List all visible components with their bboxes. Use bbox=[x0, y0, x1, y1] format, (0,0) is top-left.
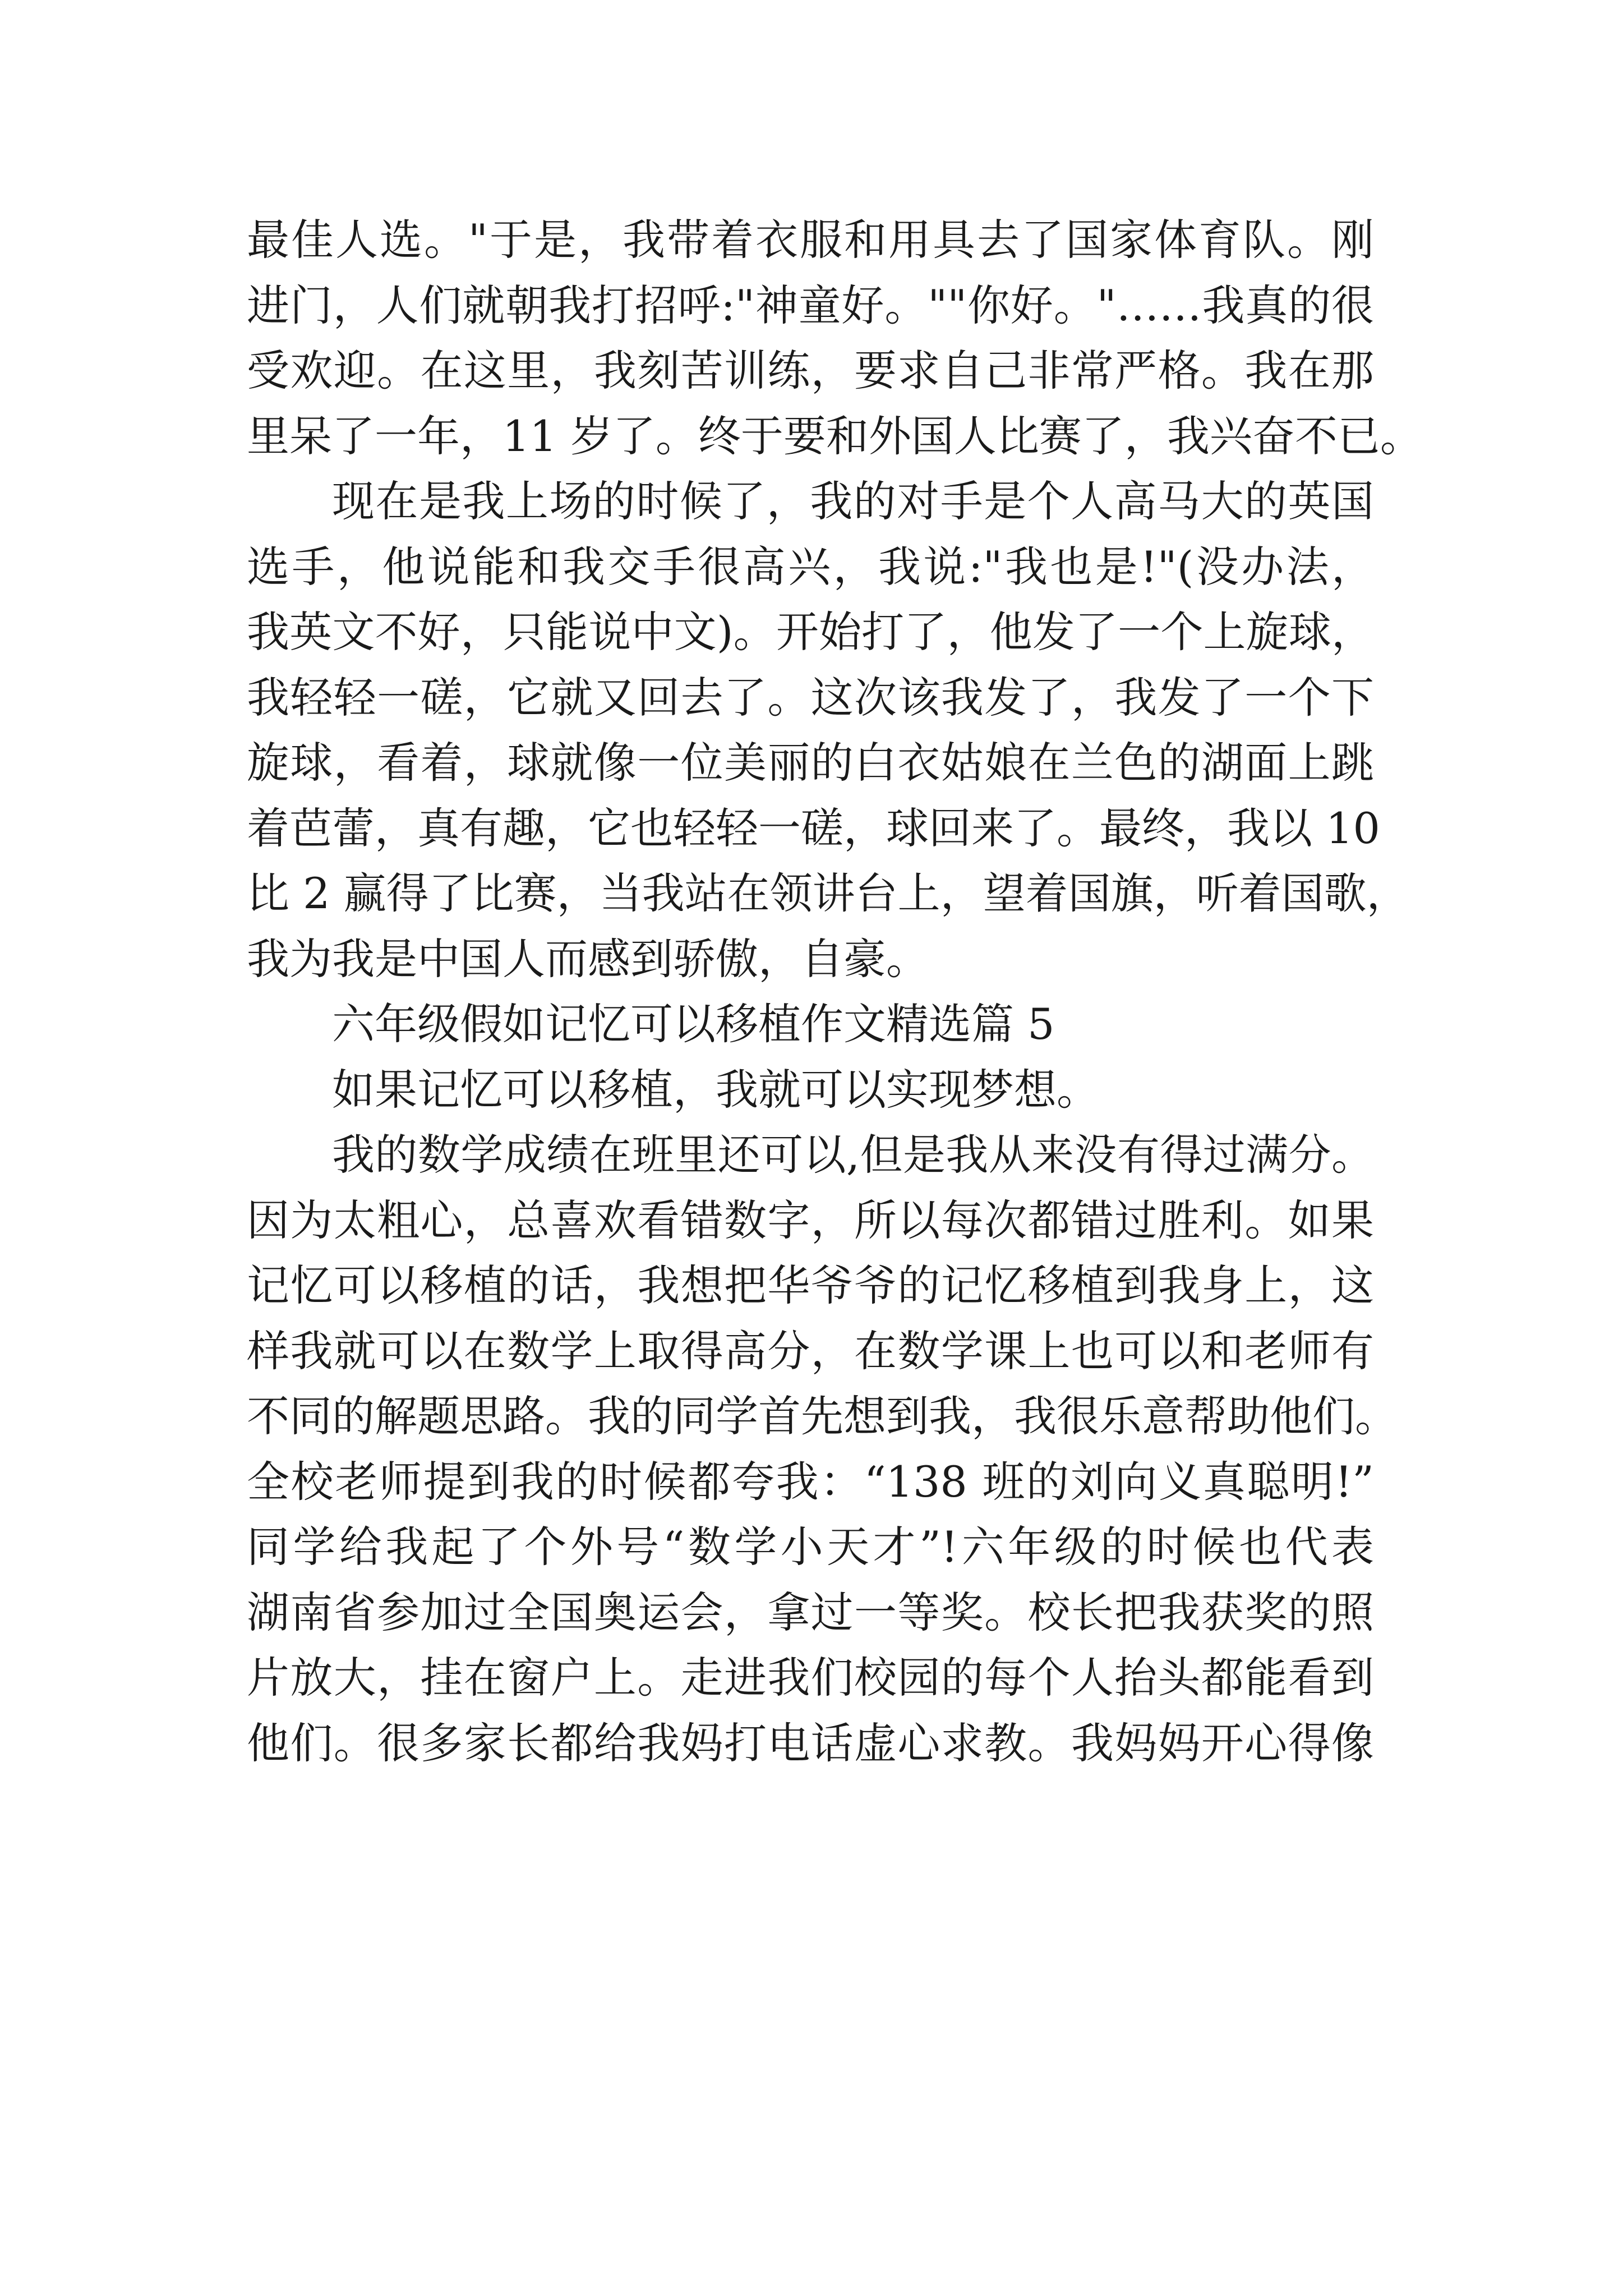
text-line: 湖南省参加过全国奥运会，拿过一等奖。校长把我获奖的照 bbox=[247, 1587, 1374, 1637]
text-line: 如果记忆可以移植，我就可以实现梦想。 bbox=[332, 1064, 1099, 1115]
text-line: 最佳人选。"于是，我带着衣服和用具去了国家体育队。刚 bbox=[247, 215, 1374, 265]
document-body bbox=[247, 208, 1423, 1776]
text-line: 旋球，看着，球就像一位美丽的白衣姑娘在兰色的湖面上跳 bbox=[247, 738, 1374, 788]
text-line: 着芭蕾，真有趣，它也轻轻一磋，球回来了。最终，我以 10 bbox=[247, 803, 1380, 853]
text-line: 全校老师提到我的时候都夸我：“138 班的刘向义真聪明!” bbox=[247, 1456, 1374, 1507]
text-line: 我的数学成绩在班里还可以,但是我从来没有得过满分。 bbox=[332, 1130, 1374, 1180]
text-line: 样我就可以在数学上取得高分，在数学课上也可以和老师有 bbox=[247, 1326, 1374, 1376]
text-line: 我轻轻一磋，它就又回去了。这次该我发了，我发了一个下 bbox=[247, 672, 1374, 723]
text-line: 里呆了一年，11 岁了。终于要和外国人比赛了，我兴奋不已。 bbox=[247, 411, 1423, 461]
section-heading: 六年级假如记忆可以移植作文精选篇 5 bbox=[332, 999, 1055, 1049]
text-line: 不同的解题思路。我的同学首先想到我，我很乐意帮助他们。 bbox=[247, 1391, 1398, 1441]
text-line: 我英文不好，只能说中文)。开始打了，他发了一个上旋球， bbox=[247, 607, 1374, 657]
text-line: 现在是我上场的时候了，我的对手是个人高马大的英国 bbox=[332, 476, 1374, 526]
text-line: 他们。很多家长都给我妈打电话虚心求教。我妈妈开心得像 bbox=[247, 1718, 1374, 1768]
text-line: 片放大，挂在窗户上。走进我们校园的每个人抬头都能看到 bbox=[247, 1653, 1374, 1703]
text-line: 同学给我起了个外号“数学小天才”!六年级的时候也代表 bbox=[247, 1522, 1374, 1572]
text-line: 受欢迎。在这里，我刻苦训练，要求自己非常严格。我在那 bbox=[247, 346, 1374, 395]
text-line: 比 2 赢得了比赛，当我站在领讲台上，望着国旗，听着国歌， bbox=[247, 868, 1409, 918]
text-line: 进门，人们就朝我打招呼:"神童好。""你好。"……我真的很 bbox=[247, 280, 1374, 330]
text-line: 因为太粗心，总喜欢看错数字，所以每次都错过胜利。如果 bbox=[247, 1195, 1374, 1245]
text-line: 我为我是中国人而感到骄傲，自豪。 bbox=[247, 933, 929, 984]
text-line: 选手，他说能和我交手很高兴，我说:"我也是!"(没办法， bbox=[247, 541, 1374, 592]
text-line: 记忆可以移植的话，我想把华爷爷的记忆移植到我身上，这 bbox=[247, 1260, 1374, 1310]
